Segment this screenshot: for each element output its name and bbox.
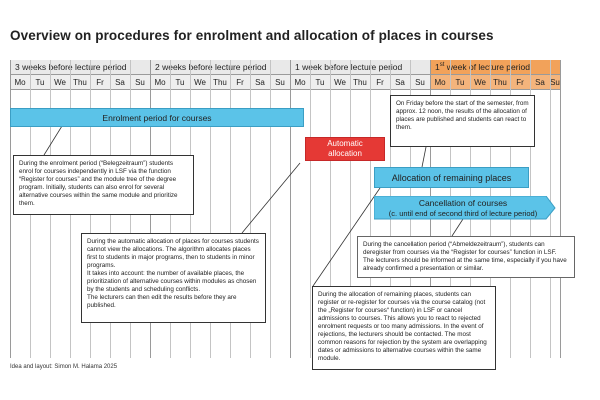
day-cell: Thu (210, 74, 230, 90)
note-automatic-p3: The lecturers can then edit the results before they are published. (87, 294, 237, 309)
week-label-rest: week of lecture period (444, 62, 530, 72)
day-cell: Thu (490, 74, 510, 90)
day-cell: Tu (450, 74, 470, 90)
note-automatic-p1: During the automatic allocation of places for courses students cannot view the allocations. The algorithm allocates places first to students in major programs, then to students in minor programs. (87, 238, 259, 269)
day-cell: Tu (170, 74, 190, 90)
day-cell: Thu (350, 74, 370, 90)
week-label: 3 weeks before lecture period (15, 62, 127, 72)
day-cell: Mo (430, 74, 450, 90)
week-label-number: 1 (435, 62, 440, 72)
day-cell: Thu (70, 74, 90, 90)
note-friday-text: On Friday before the start of the semester, from approx. 12 noon, the results of the allocation of places are published and students can react to them. (396, 100, 529, 131)
day-cell: Su (270, 74, 290, 90)
day-cell: Tu (30, 74, 50, 90)
note-cancellation-text: During the cancellation period (“Abmeldezeitraum”), students can deregister from courses via the “Register for courses” function in LSF. The lecturers should be informed at the same time, especially if you have already confirmed a presentation or similar. (363, 241, 567, 272)
note-automatic (81, 233, 266, 323)
note-cancellation (357, 236, 575, 278)
day-cell: Su (410, 74, 430, 90)
credit-line: Idea and layout: Simon M. Halama 2025 (10, 364, 118, 370)
remaining-places-label: Allocation of remaining places (391, 172, 512, 183)
note-friday (390, 95, 535, 147)
day-cell: We (470, 74, 490, 90)
cancellation-line2: (c. until end of second third of lecture period) (388, 209, 538, 218)
enrolment-period-label: Enrolment period for courses (102, 112, 212, 123)
note-remaining (312, 286, 496, 370)
cancellation-bar (374, 196, 556, 220)
automatic-allocation-bar (305, 137, 385, 161)
week-label: 2 weeks before lecture period (155, 62, 267, 72)
page-title: Overview on procedures for enrolment and allocation of places in courses (10, 28, 494, 43)
automatic-allocation-line2: allocation (328, 149, 362, 158)
cancellation-line1: Cancellation of courses (418, 198, 508, 208)
week-label: 1 week before lecture period (295, 62, 403, 72)
note-remaining-text: During the allocation of remaining places, students can register or re-register for courses via the course catalog (not the „Register for courses“ function) in LSF or cancel admissions to courses. This allows you to react to rejected enrolment requests or too many admissions. In the event of rejections, the lecturers should be contacted. The most common reasons for rejection by the system are overlapping dates or admissions to alternative courses within the same module. (318, 291, 487, 362)
day-cell: Sa (250, 74, 270, 90)
day-cell: Fr (370, 74, 390, 90)
note-enrolment-text: During the enrolment period (“Belegzeitraum”) students enrol for courses independently in LSF via the function “Register for courses” and the module tree of the degree program. Initially, students can also enrol for several alternative courses within the same module and prioritize them. (19, 160, 178, 207)
day-cell: Fr (230, 74, 250, 90)
day-cell: Fr (90, 74, 110, 90)
day-cell: We (330, 74, 350, 90)
day-cell: Mo (290, 74, 310, 90)
week-label-sup: st (439, 62, 445, 69)
note-automatic-p2: It takes into account: the number of available places, the prioritization of alternative courses within modules as chosen by the students and scheduling conflicts. (87, 270, 257, 293)
day-cell: Mo (150, 74, 170, 90)
day-cell: Fr (510, 74, 530, 90)
day-cell: Su (130, 74, 150, 90)
automatic-allocation-line1: Automatic (327, 139, 363, 148)
enrolment-period-bar (10, 108, 304, 127)
note-enrolment (13, 155, 194, 215)
arrow-automatic (242, 163, 300, 233)
day-cell: Sa (390, 74, 410, 90)
remaining-places-bar (374, 167, 529, 188)
day-cell: We (190, 74, 210, 90)
arrow-enrolment (44, 126, 62, 155)
day-cell: We (50, 74, 70, 90)
day-cell: Sa (110, 74, 130, 90)
day-cell: Mo (10, 74, 30, 90)
day-cell: Sa (530, 74, 550, 90)
day-cell: Tu (310, 74, 330, 90)
arrow-cancellation (452, 219, 463, 236)
day-cell: Su (550, 74, 560, 90)
